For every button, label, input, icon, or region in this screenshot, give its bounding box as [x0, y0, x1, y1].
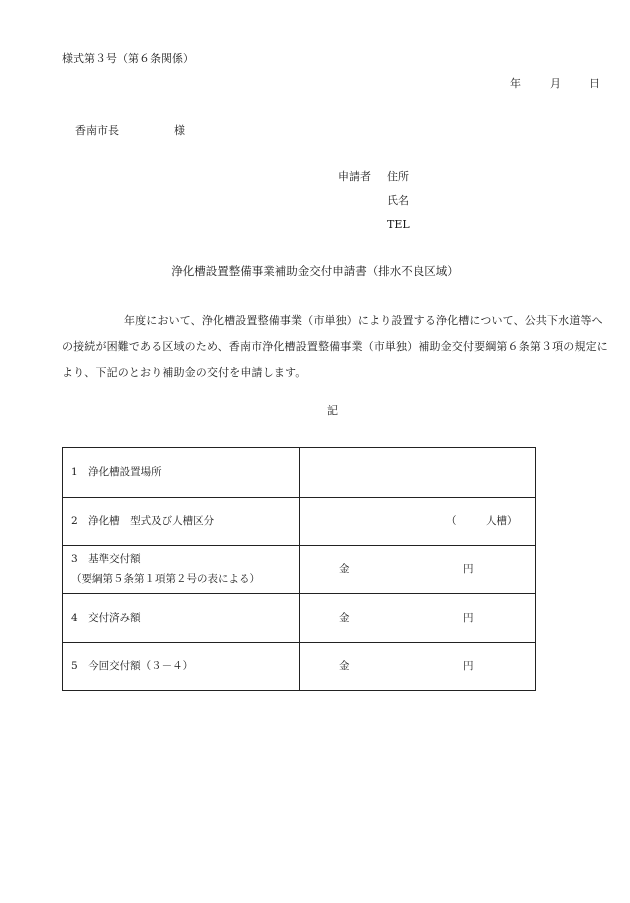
applicant-label: 申請者: [338, 170, 371, 183]
row-label: 2 浄化槽 型式及び人槽区分: [71, 515, 215, 527]
row-label: 5 今回交付額（３－４）: [71, 660, 194, 672]
kin-label: 金: [339, 612, 350, 624]
table-row-installation-site: [63, 448, 535, 497]
addressee-name: 香南市長: [75, 124, 119, 137]
paren-open: （: [446, 515, 457, 527]
document-title: 浄化槽設置整備事業補助金交付申請書（排水不良区域）: [171, 264, 459, 278]
row-label: 3 基準交付額: [71, 553, 141, 565]
yen-label: 円: [463, 563, 474, 575]
yen-label: 円: [463, 612, 474, 624]
applicant-address-label: 住所: [387, 170, 409, 183]
kin-label: 金: [339, 563, 350, 575]
yen-label: 円: [463, 660, 474, 672]
table-row-standard-amount: [63, 545, 535, 593]
row-sublabel: （要綱第５条第１項第２号の表による）: [71, 573, 260, 585]
form-number: 様式第３号（第６条関係）: [62, 52, 194, 65]
table-row-paid-amount: [63, 593, 535, 642]
table-row-current-amount: [63, 642, 535, 690]
applicant-name-label: 氏名: [387, 194, 409, 207]
applicant-tel-label: TEL: [387, 218, 410, 231]
application-table: [62, 447, 536, 691]
body-paragraph: 年度において、浄化槽設置整備事業（市単独）により設置する浄化槽について、公共下水道等への接続が困難である区域のため、香南市浄化槽設置整備事業（市単独）補助金交付要綱第６条第３項の規定により、下記のとおり補助金の交付を申請します。: [62, 314, 608, 379]
row-label: 1 浄化槽設置場所: [71, 466, 162, 478]
date-day-label: 日: [589, 77, 600, 90]
table-row-model-capacity: [63, 497, 535, 545]
capacity-unit: 人槽）: [486, 515, 518, 527]
date-year-label: 年: [510, 77, 521, 90]
ki-heading: 記: [327, 404, 338, 417]
date-month-label: 月: [550, 77, 561, 90]
addressee: [75, 124, 185, 138]
row-label: 4 交付済み額: [71, 612, 141, 624]
addressee-honorific: 様: [174, 124, 185, 137]
kin-label: 金: [339, 660, 350, 672]
